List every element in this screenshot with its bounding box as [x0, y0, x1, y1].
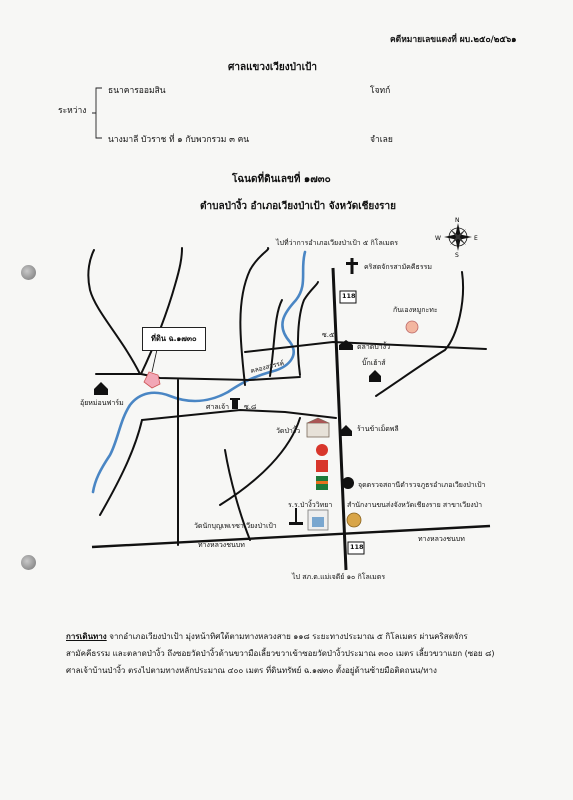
- plaintiff-name: ธนาคารออมสิน: [108, 86, 166, 96]
- label-to-district-office: ไปที่ว่าการอำเภอเวียงป่าเป้า ๕ กิโลเมตร: [276, 239, 399, 247]
- river: [93, 252, 305, 492]
- defendant-role: จำเลย: [370, 135, 393, 145]
- case-number: คดีหมายเลขแดงที่ ผบ.๒๕๐/๒๕๖๑: [390, 35, 517, 45]
- road-soi8: [142, 410, 336, 420]
- deed-title: โฉนดที่ดินเลขที่ ๑๗๓๐: [232, 174, 331, 185]
- compass-n: N: [455, 217, 460, 224]
- label-to-police: ไป สภ.ต.แม่เจดีย์ ๑๐ กิโลเมตร: [292, 573, 386, 581]
- label-highway-left: ทางหลวงชนบท: [198, 541, 245, 549]
- compass-rose-icon: [444, 223, 472, 251]
- label-route-bottom: 118: [350, 543, 364, 551]
- road-north-1: [88, 250, 140, 374]
- defendant-name: นางมาลี บัวราช ที่ ๑ กับพวกรวม ๓ คน: [108, 135, 250, 145]
- label-police: จุดตรวจสถานีตำรวจภูธรอำเภอเวียงป่าเป้า: [358, 481, 486, 489]
- road-market-east: [376, 272, 463, 396]
- bank-red-icon-2: [316, 460, 328, 472]
- post-office-icon: [347, 513, 361, 527]
- label-shrine: ศาลเจ้า: [206, 403, 230, 411]
- label-highway-right: ทางหลวงชนบท: [418, 535, 465, 543]
- directions-heading: การเดินทาง: [66, 632, 107, 641]
- court-name: ศาลแขวงเวียงป่าเป้า: [228, 62, 317, 73]
- pig-restaurant-icon: [406, 321, 418, 333]
- label-route-top: 118: [342, 292, 356, 300]
- label-post: สำนักงานขนส่งจังหวัดเชียงราย สาขาเวียงป่า: [347, 501, 483, 509]
- deed-location: ตำบลป่างิ้ว อำเภอเวียงป่าเป้า จังหวัดเชียงราย: [200, 201, 397, 212]
- label-market: ตลาดป่างิ้ว: [357, 343, 391, 351]
- church-cross-icon: [346, 258, 358, 274]
- police-icon: [342, 477, 354, 489]
- label-temple: วัดป่างิ้ว: [276, 427, 301, 435]
- big-c-house-icon: [369, 370, 381, 382]
- compass-w: W: [435, 235, 441, 242]
- compass-s: S: [455, 252, 459, 259]
- road-north-2: [141, 248, 182, 374]
- label-kho-sawan: คลองสวรรค์: [249, 358, 285, 376]
- farm-house-icon: [94, 382, 108, 395]
- main-highway: [333, 268, 346, 570]
- shrine-icon: [230, 398, 240, 409]
- between-label: ระหว่าง: [58, 106, 87, 116]
- parcel-label-box: ที่ดิน ฉ.๑๗๓๐: [142, 327, 206, 351]
- label-soi-5: ซ.๕: [322, 331, 335, 339]
- shop-house-icon: [340, 425, 352, 436]
- label-school: ร.ร.ป่างิ้ววิทยา: [288, 501, 333, 509]
- label-big-c: บิ๊กเฮ้าส์: [362, 359, 386, 367]
- label-shop: ร้านข้าเม็ดพลี: [357, 425, 399, 433]
- school-building-icon: [308, 510, 328, 530]
- seven-eleven-icon: [316, 476, 328, 490]
- compass-e: E: [474, 235, 478, 242]
- temple-icon: [307, 418, 329, 437]
- bank-red-icon-1: [316, 444, 328, 456]
- label-wat-nak: วัดนักบุญเพเรซาเวียงป่าเป้า: [194, 522, 277, 530]
- label-church: คริสตจักรสามัคคีธรรม: [364, 263, 432, 271]
- label-house: อุ้ยหม่อนฟาร์ม: [80, 399, 124, 407]
- label-kan-eng: กันเองหมูกะทะ: [393, 306, 438, 314]
- plaintiff-role: โจทก์: [370, 86, 391, 96]
- road-south-2: [100, 420, 142, 515]
- directions-paragraph: [66, 628, 506, 679]
- road-north-4: [298, 282, 318, 375]
- directions-text: จากอำเภอเวียงป่าเป้า มุ่งหน้าทิศใต้ตามทางหลวงสาย ๑๑๘ ระยะทางประมาณ ๕ กิโลเมตร ผ่านคริสตจักรสามัคคีธรรม และตลาดป่างิ้ว ถึงซอยวัดป่างิ้วด้านขวามือเลี้ยวขวาเข้าซอยวัดป่างิ้วประมาณ ๓๐๐ เมตร เลี้ยวขวาแยก (ซอย ๘) ศาลเจ้าบ้านป่างิ้ว ตรงไปตามทางหลักประมาณ ๔๐๐ เมตร ที่ดินทรัพย์ ฉ.๑๗๓๐ ตั้งอยู่ด้านซ้ายมือติดถนน/ทาง: [66, 632, 495, 675]
- label-soi-8: ซ.๘: [244, 403, 257, 411]
